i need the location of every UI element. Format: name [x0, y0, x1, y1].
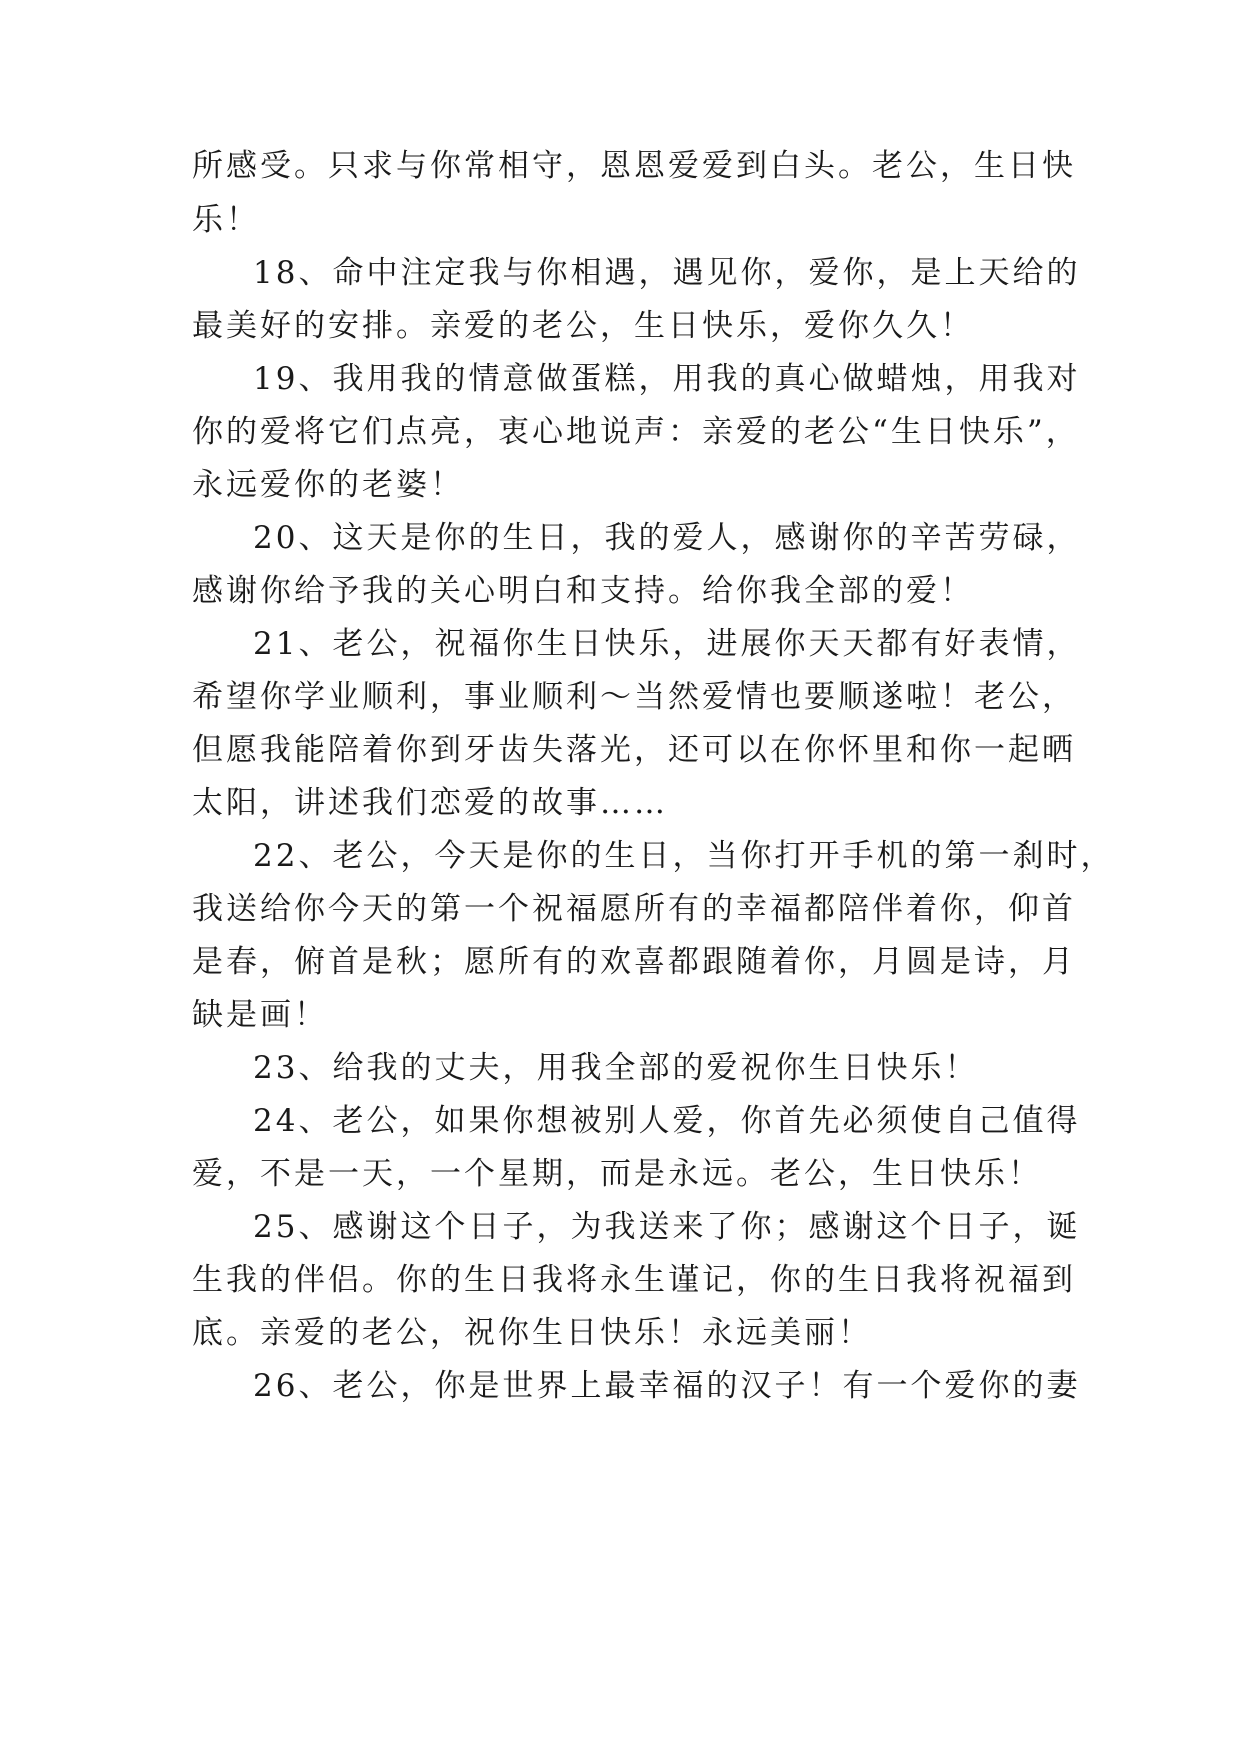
text-line: 永远爱你的老婆！ — [192, 467, 464, 503]
text-line: 24、老公，如果你想被别人爱，你首先必须使自己值得 — [253, 1103, 1081, 1139]
text-line: 19、我用我的情意做蛋糕，用我的真心做蜡烛，用我对 — [253, 361, 1081, 397]
text-line: 22、老公，今天是你的生日，当你打开手机的第一刹时， — [253, 838, 1115, 874]
text-line: 你的爱将它们点亮，衷心地说声：亲爱的老公“生日快乐”， — [192, 414, 1080, 450]
text-line: 希望你学业顺利，事业顺利～当然爱情也要顺遂啦！老公， — [192, 679, 1076, 715]
text-line: 21、老公，祝福你生日快乐，进展你天天都有好表情， — [253, 626, 1081, 662]
text-line: 是春，俯首是秋；愿所有的欢喜都跟随着你，月圆是诗，月 — [192, 944, 1076, 980]
text-line: 生我的伴侣。你的生日我将永生谨记，你的生日我将祝福到 — [192, 1262, 1076, 1298]
text-line: 23、给我的丈夫，用我全部的爱祝你生日快乐！ — [253, 1050, 979, 1086]
text-line: 18、命中注定我与你相遇，遇见你，爱你，是上天给的 — [253, 255, 1081, 291]
text-line: 感谢你给予我的关心明白和支持。给你我全部的爱！ — [192, 573, 974, 609]
text-line: 25、感谢这个日子，为我送来了你；感谢这个日子，诞 — [253, 1209, 1081, 1245]
text-line: 20、这天是你的生日，我的爱人，感谢你的辛苦劳碌， — [253, 520, 1081, 556]
text-line: 我送给你今天的第一个祝福愿所有的幸福都陪伴着你，仰首 — [192, 891, 1076, 927]
text-line: 爱，不是一天，一个星期，而是永远。老公，生日快乐！ — [192, 1156, 1042, 1192]
text-line: 最美好的安排。亲爱的老公，生日快乐，爱你久久！ — [192, 308, 974, 344]
text-line: 缺是画！ — [192, 997, 328, 1033]
text-line: 但愿我能陪着你到牙齿失落光，还可以在你怀里和你一起晒 — [192, 732, 1076, 768]
text-line: 底。亲爱的老公，祝你生日快乐！永远美丽！ — [192, 1315, 872, 1351]
text-line: 所感受。只求与你常相守，恩恩爱爱到白头。老公，生日快 — [192, 148, 1076, 184]
text-line: 太阳，讲述我们恋爱的故事…… — [192, 785, 668, 821]
text-line: 26、老公，你是世界上最幸福的汉子！有一个爱你的妻 — [253, 1368, 1081, 1404]
text-line: 乐！ — [192, 202, 260, 238]
